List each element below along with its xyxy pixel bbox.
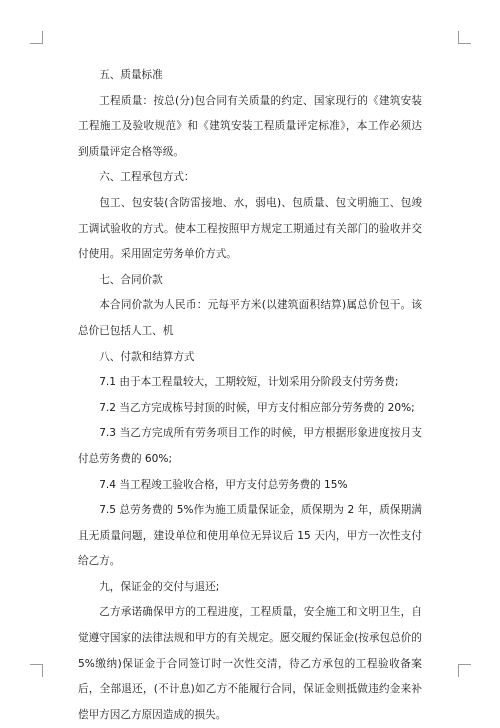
payment-item: 7.3 当乙方完成所有劳务项目工作的时候，甲方根据形象进度按月支付总劳务费的 60%; bbox=[78, 427, 422, 465]
payment-item: 7.2 当乙方完成栋号封顶的时候，甲方支付相应部分劳务费的 20%; bbox=[99, 401, 415, 414]
paragraph-contracting: 包工、包安装(含防雷接地、水，弱电)、包质量、包文明施工、包竣工调试验收的方式。使本工程按照甲方规定工期通过有关部门的验收并交付使用。采用固定劳务单价方式。 bbox=[78, 196, 422, 261]
section-heading-payment: 八、付款和结算方式 bbox=[99, 350, 195, 363]
paragraph-quality: 工程质量：按总(分)包合同有关质量的约定、国家现行的《建筑安装工程施工及验收规范》和《建筑安装工程质量评定标准》，本工作必须达到质量评定合格等级。 bbox=[78, 94, 422, 158]
payment-item: 7.5 总劳务费的 5%作为施工质量保证金，质保期为 2 年，质保期满且无质量问题，建设单位和使用单位无异议后 15 天内，甲方一次性支付给乙方。 bbox=[78, 504, 422, 568]
crop-mark-top-left bbox=[30, 31, 43, 44]
document-page bbox=[78, 63, 422, 728]
section-heading-quality: 五、质量标准 bbox=[99, 69, 163, 81]
payment-item: 7.4 当工程竣工验收合格，甲方支付总劳务费的 15% bbox=[99, 478, 348, 491]
crop-mark-bottom-right bbox=[458, 664, 471, 677]
section-heading-contracting: 六、工程承包方式： bbox=[99, 171, 195, 184]
paragraph-deposit: 乙方承诺确保甲方的工程进度，工程质量，安全施工和文明卫生，自觉遵守国家的法律法规和甲方的有关规定。愿交履约保证金(按承包总价的 5%缴纳)保证金于合同签订时一次性交清，待乙方承包的工程验收备案后，全部退还，(不计息)如乙方不能履行合同，保证金则抵做违约金来补偿甲方因乙方原因造成的损失。 bbox=[78, 606, 422, 721]
crop-mark-bottom-left bbox=[30, 664, 43, 677]
section-heading-deposit: 九，保证金的交付与退还; bbox=[99, 580, 220, 593]
crop-mark-top-right bbox=[458, 31, 471, 44]
payment-item: 7.1 由于本工程量较大，工期较短，计划采用分阶段支付劳务费; bbox=[99, 376, 399, 389]
section-heading-price: 七、合同价款 bbox=[99, 273, 163, 286]
paragraph-price: 本合同价款为人民币：元每平方米(以建筑面积结算)属总价包干。该总价已包括人工、机 bbox=[78, 299, 422, 337]
